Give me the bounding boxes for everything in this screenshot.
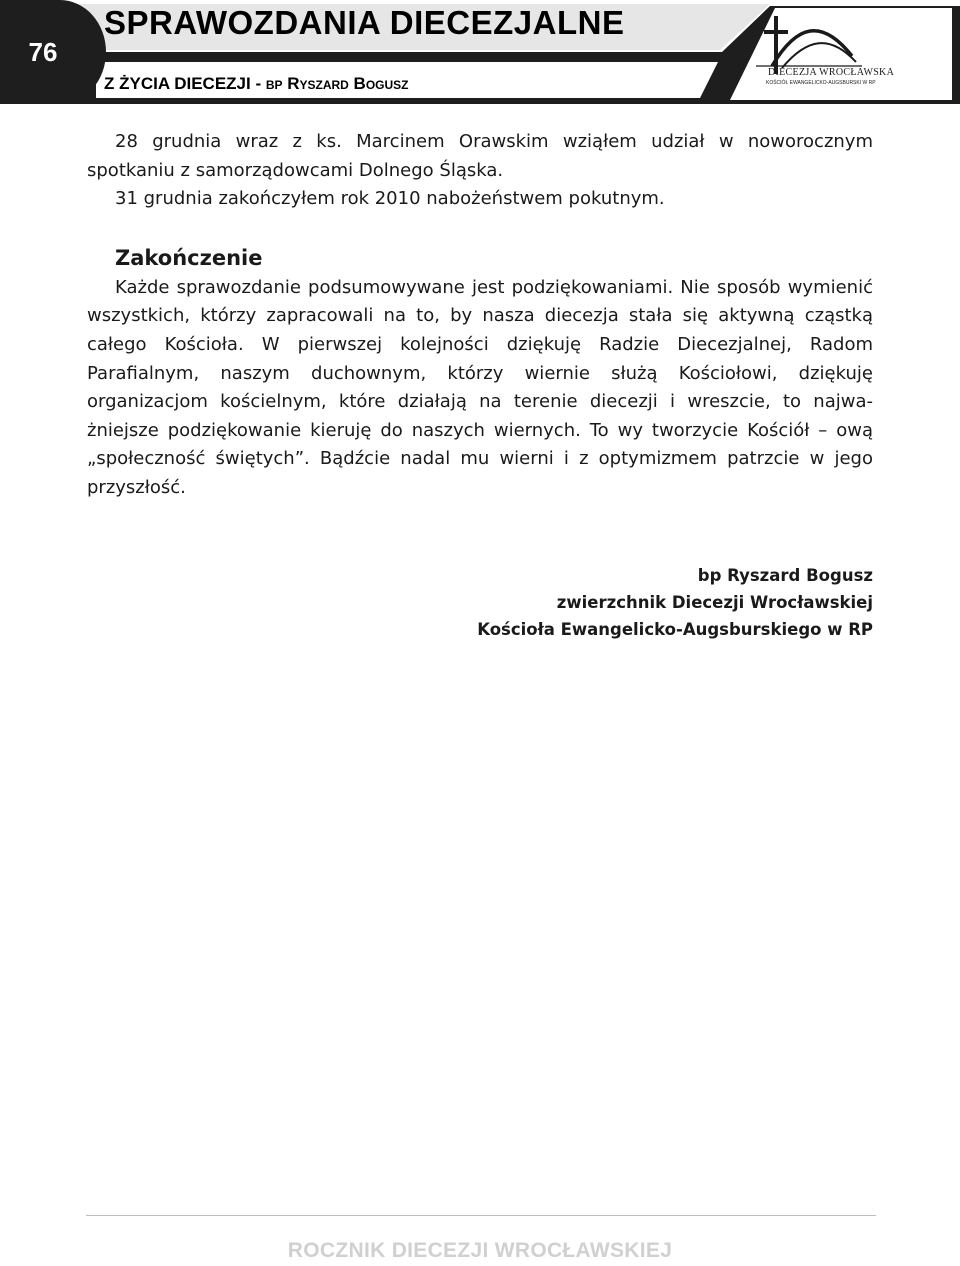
signature-name: bp Ryszard Bogusz <box>697 566 873 585</box>
logo-line-1: DIECEZJA WROCŁAWSKA <box>768 67 895 78</box>
section-heading: Zakończenie <box>115 245 263 270</box>
section-title: SPRAWOZDANIA DIECEZJALNE <box>104 4 625 41</box>
page-header <box>0 0 960 108</box>
paragraph: Każde sprawozdanie podsumowywane jest podziękowaniami. Nie sposób wymienić wszystkich, którzy zapracowali na to, by nasza diecezja stała się aktywną cząstką całego Kościoła. W pierwszej kolejności dziękuję Radzie Diecezjalnej, Radom Parafialnym, naszym duchownym, którzy wiernie służą Kościołowi, dziękuję organizacjom kościelnym, które działają na terenie diecezji i wreszcie, to najwa-żniejsze podziękowanie kieruję do naszych wiernych. To wy tworzycie Kościół – ową „społeczność świętych”. Bądźcie nadal mu wierni i z optymizmem patrzcie w jego przyszłość. <box>87 276 873 498</box>
page-number: 76 <box>28 36 58 67</box>
section-subtitle: Z ŻYCIA DIECEZJI - bp Ryszard Bogusz <box>104 74 409 93</box>
footer-title: ROCZNIK DIECEZJI WROCŁAWSKIEJ <box>287 1239 673 1262</box>
logo-line-2: KOŚCIÓŁ EWANGELICKO-AUGSBURSKI W RP <box>766 80 876 86</box>
signature-block <box>477 562 873 643</box>
paragraph: 31 grudnia zakończyłem rok 2010 nabożeństwem pokutnym. <box>115 188 665 210</box>
signature-church: Kościoła Ewangelicko-Augsburskiego w RP <box>477 620 873 639</box>
signature-title: zwierzchnik Diecezji Wrocławskiej <box>556 593 873 612</box>
footer-divider <box>86 1215 876 1216</box>
article-body <box>87 128 873 503</box>
paragraph: 28 grudnia wraz z ks. Marcinem Orawskim wziąłem udział w noworocznym spotkaniu z samorządowcami Dolnego Śląska. <box>87 131 873 181</box>
